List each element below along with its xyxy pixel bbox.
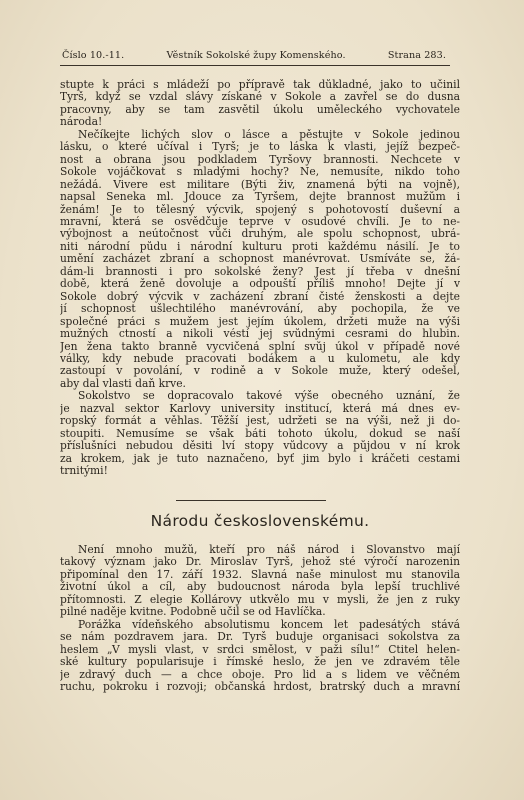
text-line: Sokole dobrý výcvik v zacházení zbraní čisté ženskosti a dejte — [60, 290, 460, 303]
text-line: nost a obrana jsou podkladem Tyršovy brannosti. Nechcete v — [60, 153, 460, 166]
text-line: pilné naděje kvitne. Podobně učil se od Havlíčka. — [60, 606, 326, 619]
text-line: přítomnosti. Z elegie Kollárovy utkvělo mu v mysli, že jen z ruky — [60, 593, 460, 606]
text-line: trnitými! — [60, 465, 108, 478]
text-line: nežádá. Vivere est militare (Býti živ, znamená býti na vojně), — [60, 178, 460, 191]
text-line: Tyrš, když se vzdal slávy získané v Sokole a zavřel se do dusna — [60, 91, 460, 104]
text-line: společné práci s mužem jest jejím úkolem, držeti muže na výši — [60, 315, 460, 328]
text-line: za krokem, jak je tuto naznačeno, byť jim bylo i kráčeti cestami — [60, 452, 460, 465]
text-line: mravní, která se osvědčuje teprve v osudové chvíli. Je to ne- — [60, 215, 460, 228]
text-line: příslušníci nebudou děsiti lví stopy vůdcovy a půjdou v ní krok — [60, 440, 460, 453]
text-line: ženám! Je to tělesný výcvik, spojený s pohotovostí duševní a — [60, 203, 460, 216]
section-divider — [176, 500, 326, 501]
text-line: Sokolstvo se dopracovalo takové výše obecného uznání, že — [78, 390, 460, 403]
text-line: připomínal den 17. září 1932. Slavná naše minulost mu stanovila — [60, 568, 460, 581]
journal-title: Věstník Sokolské župy Komenského. — [166, 50, 346, 61]
text-line: životní úkol a cíl, aby budoucnost národa byla lepší truchlivé — [60, 581, 460, 594]
text-line: národa! — [60, 116, 103, 129]
text-line: jí schopnost ušlechtilého manévrování, aby pochopila, že ve — [60, 303, 460, 316]
text-line: niti národní půdu i národní kulturu proti každému násilí. Je to — [60, 240, 460, 253]
text-line: stupte k práci s mládeží po přípravě tak důkladné, jako to učinil — [60, 79, 460, 91]
text-line: se nám pozdravem jara. Dr. Tyrš buduje organisaci sokolstva za — [60, 631, 460, 644]
text-line: ruchu, pokroku i rozvoji; občanská hrdost, bratrský duch a mravní — [60, 680, 460, 693]
text-line: je zdravý duch — a chce oboje. Pro lid a s lidem ve věčném — [60, 668, 460, 681]
text-line: stoupiti. Nemusíme se však báti tohoto úkolu, dokud se naší — [60, 427, 460, 440]
text-line: takový význam jako Dr. Miroslav Tyrš, jehož sté výročí narozenin — [60, 556, 460, 569]
text-line: lásku, o které učíval i Tyrš; je to láska k vlasti, jejíž bezpeč- — [60, 141, 460, 154]
text-line: aby dal vlasti daň krve. — [60, 377, 186, 390]
issue-number: Číslo 10.-11. — [62, 50, 125, 61]
text-line: mužných ctností a nikoli véstí jej svůdnými cesrami do hlubin. — [60, 328, 460, 341]
text-line: napsal Seneka ml. Jdouce za Tyršem, dejte brannost mužům i — [60, 191, 460, 204]
text-line: umění zacházet zbraní a schopnost manévrovat. Usmíváte se, žá- — [60, 253, 460, 266]
text-line: zastoupí v povolání, v rodině a v Sokole muže, který odešel, — [60, 365, 460, 378]
text-line: heslem „V mysli vlast, v srdci smělost, v paži sílu!“ Ctitel helen- — [60, 643, 460, 656]
running-header — [62, 50, 446, 61]
article-title: Národu československému. — [150, 512, 370, 530]
text-line: války, kdy nebude pracovati bodákem a u kulometu, ale kdy — [60, 352, 460, 365]
text-line: Porážka vídeňského absolutismu koncem let padesátých stává — [78, 618, 460, 631]
text-line: ropský formát a věhlas. Těžší jest, udržeti se na výši, než ji do- — [60, 415, 460, 428]
text-line: době, která ženě dovoluje a odpouští příliš mnoho! Dejte jí v — [60, 278, 460, 291]
page-number: Strana 283. — [387, 50, 446, 61]
article-continued — [60, 79, 460, 478]
text-line: pracovny, aby se tam zasvětil úkolu uměleckého vychovatele — [60, 103, 460, 116]
text-line: Není mnoho mužů, kteří pro náš národ i Slovanstvo mají — [78, 544, 460, 556]
text-line: je nazval sektor Karlovy university institucí, která má dnes ev- — [60, 402, 460, 415]
article-body — [60, 544, 460, 693]
text-line: dám-li brannosti i pro sokolské ženy? Jest jí třeba v dnešní — [60, 265, 460, 278]
text-line: Sokole vojáčkovat s mladými hochy? Ne, nemusíte, nikdo toho — [60, 166, 460, 179]
text-line: Jen žena takto branně vycvičená splní svůj úkol v případě nové — [60, 340, 460, 353]
text-line: výbojnost a neútočnost vůči druhým, ale spolu schopnost, ubrá- — [60, 228, 460, 241]
text-line: ské kultury popularisuje i římské heslo, že jen ve zdravém těle — [60, 656, 460, 669]
text-line: Nečíkejte lichých slov o lásce a pěstujte v Sokole jedinou — [78, 128, 460, 141]
header-rule — [60, 65, 450, 66]
